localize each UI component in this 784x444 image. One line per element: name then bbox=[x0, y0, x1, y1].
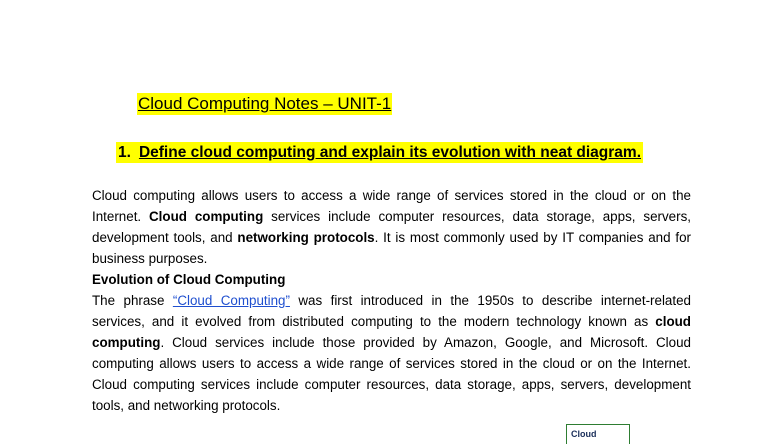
section-heading: Evolution of Cloud Computing bbox=[92, 272, 286, 287]
intro-text-2: services include computer resources, data storage, apps, servers, development tools, and bbox=[92, 209, 691, 245]
cloud-computing-link[interactable]: “Cloud Computing” bbox=[172, 293, 290, 308]
evolution-text-2: was first introduced in the 1950s to describe internet-related services, and it evolved from distributed computing to the modern technology known as bbox=[92, 293, 691, 329]
diagram-preview bbox=[566, 424, 630, 444]
intro-text-3: . It is most commonly used by IT companies and for business purposes. bbox=[92, 230, 691, 266]
diagram-label: Cloud bbox=[571, 429, 597, 439]
intro-paragraph bbox=[92, 185, 691, 269]
intro-bold-1: Cloud computing bbox=[149, 209, 264, 224]
question-text: Define cloud computing and explain its evolution with neat diagram. bbox=[138, 144, 642, 161]
evolution-paragraph bbox=[92, 290, 691, 416]
question-number: 1. bbox=[118, 144, 131, 161]
evolution-bold-1: cloud computing bbox=[92, 314, 691, 350]
intro-bold-2: networking protocols bbox=[237, 230, 375, 245]
evolution-text-1: The phrase bbox=[92, 293, 173, 308]
document-body bbox=[92, 185, 691, 416]
question-heading bbox=[116, 142, 643, 163]
intro-text-1: Cloud computing allows users to access a wide range of services stored in the cloud or on the Internet. bbox=[92, 188, 691, 224]
document-title: Cloud Computing Notes – UNIT-1 bbox=[138, 94, 392, 113]
evolution-text-3: . Cloud services include those provided by Amazon, Google, and Microsoft. Cloud computing allows users to access a wide range of services stored in the cloud or on the Internet. Cloud computing services include computer resources, data storage, apps, servers, development tools, and networking protocols. bbox=[92, 335, 691, 413]
